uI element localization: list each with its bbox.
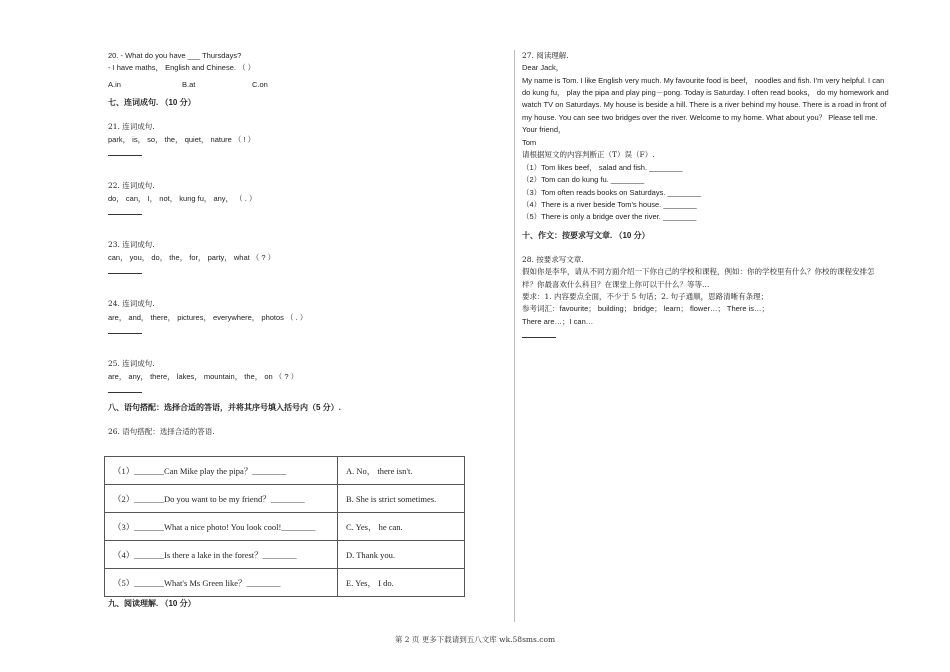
table-row	[105, 485, 465, 513]
column-divider	[514, 50, 515, 622]
q21-answer-line[interactable]	[108, 155, 142, 156]
q28-text-line: 假如你是李华，请从不同方面介绍一下你自己的学校和课程，例如：你的学校里有什么？你校的课程安排怎	[522, 267, 875, 276]
table-row	[105, 457, 465, 485]
q25-title: 25. 连词成句.	[108, 359, 155, 368]
q21-words: park， is， so， the， quiet， nature （ ! ）	[108, 135, 256, 144]
match-answer-e: E. Yes， I do.	[338, 569, 465, 597]
match-answer-d: D. Thank you.	[338, 541, 465, 569]
q27-title: 27. 阅读理解.	[522, 51, 569, 60]
q20-option-c: C.on	[252, 80, 268, 89]
q24-words: are， and， there， pictures， everywhere， photos （ . ）	[108, 313, 308, 322]
q28-answer-line[interactable]	[522, 337, 556, 338]
letter-line: Your friend，	[522, 125, 566, 134]
q22-answer-line[interactable]	[108, 214, 142, 215]
table-row	[105, 513, 465, 541]
q23-title: 23. 连词成句.	[108, 240, 155, 249]
page-footer: 第 2 页 更多下载请到五八文库 wk.58sms.com	[394, 635, 556, 644]
letter-line: Dear Jack，	[522, 63, 564, 72]
tf-item[interactable]: （1）Tom likes beef， salad and fish. ________	[522, 163, 683, 172]
q20-option-b: B.at	[182, 80, 196, 89]
match-answer-c: C. Yes， he can.	[338, 513, 465, 541]
matching-table	[104, 456, 465, 597]
letter-line: do kung fu， play the pipa and play ping－pong. Today is Saturday. I often read books， do my homework and	[522, 88, 889, 97]
tf-item[interactable]: （2）Tom can do kung fu. ________	[522, 175, 645, 184]
q28-text-line: 样？你最喜欢什么科目？在课堂上你可以干什么？等等…	[522, 280, 710, 289]
section-9-title: 九、阅读理解. （10 分）	[108, 599, 196, 608]
tf-item[interactable]: （5）There is only a bridge over the river. ________	[522, 212, 697, 221]
match-answer-b: B. She is strict sometimes.	[338, 485, 465, 513]
tf-item[interactable]: （4）There is a river beside Tom's house. ________	[522, 200, 697, 209]
q28-text-line: 要求：1. 内容要点全面，不少于 5 句话；2. 句子通顺，思路清晰有条理；	[522, 292, 769, 301]
q23-answer-line[interactable]	[108, 273, 142, 274]
table-row	[105, 541, 465, 569]
q20-line2: - I have maths， English and Chinese. （ ）	[108, 63, 256, 72]
match-question-5[interactable]: （5）_______What's Ms Green like？________	[105, 569, 338, 597]
section-10-title: 十、作文：按要求写文章. （10 分）	[522, 231, 650, 240]
section-7-title: 七、连词成句. （10 分）	[108, 98, 196, 107]
q25-words: are， any， there， lakes， mountain， the， on （ ? ）	[108, 372, 299, 381]
match-question-1[interactable]: （1）_______Can Mike play the pipa？________	[105, 457, 338, 485]
match-answer-a: A. No， there isn't.	[338, 457, 465, 485]
tf-instruction: 请根据短文的内容判断正（T）误（F）.	[522, 150, 655, 159]
section-8-title: 八、语句搭配：选择合适的答语，并将其序号填入括号内（5 分）.	[108, 403, 341, 412]
table-row	[105, 569, 465, 597]
q28-text-line: 参考词汇：favourite； building； bridge； learn； flower…； There is…；	[522, 304, 770, 313]
q26-title: 26. 语句搭配：选择合适的答语.	[108, 427, 215, 436]
letter-line: Tom	[522, 138, 537, 147]
q21-title: 21. 连词成句.	[108, 122, 155, 131]
match-question-2[interactable]: （2）_______Do you want to be my friend？________	[105, 485, 338, 513]
tf-item[interactable]: （3）Tom often reads books on Saturdays. ________	[522, 188, 701, 197]
q23-words: can， you， do， the， for， party， what （ ? ）	[108, 253, 276, 262]
q28-text-line: There are…；I can…	[522, 317, 594, 326]
q25-answer-line[interactable]	[108, 392, 142, 393]
q22-words: do， can， I， not， kung fu， any， （ . ）	[108, 194, 257, 203]
q20-option-a: A.in	[108, 80, 121, 89]
match-question-4[interactable]: （4）_______Is there a lake in the forest？________	[105, 541, 338, 569]
match-question-3[interactable]: （3）_______What a nice photo! You look cool!________	[105, 513, 338, 541]
q24-answer-line[interactable]	[108, 333, 142, 334]
letter-line: my house. You can see two bridges over the river. Welcome to my home. What about you？ Please tell me.	[522, 113, 878, 122]
letter-line: watch TV on Saturdays. My house is beside a hill. There is a river behind my house. There is a road in front of	[522, 100, 887, 109]
q22-title: 22. 连词成句.	[108, 181, 155, 190]
q24-title: 24. 连词成句.	[108, 299, 155, 308]
q28-title: 28. 按要求写文章.	[522, 255, 584, 264]
q20-line1: 20. - What do you have ___ Thursdays?	[108, 51, 242, 60]
letter-line: My name is Tom. I like English very much. My favourite food is beef， noodles and fish. I'm very helpful. I can	[522, 76, 885, 85]
